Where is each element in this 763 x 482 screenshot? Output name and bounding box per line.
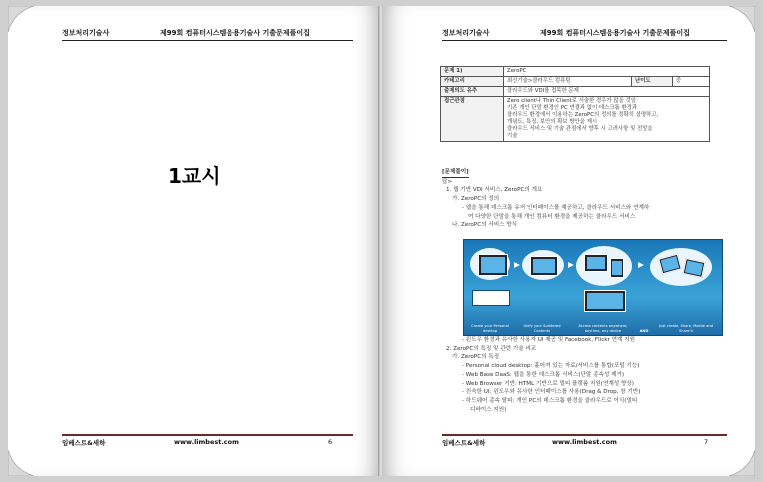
left-page	[8, 6, 380, 476]
desktop-icon	[530, 256, 558, 276]
footer-brand: 임베스트&세하	[62, 439, 106, 447]
header-right-title: 제99회 컴퓨터시스템응용기술사 기출문제풀이집	[160, 29, 310, 37]
answer-line: - 웹을 통해 데스크톱 유저 인터페이스를 제공하고, 클라우드 서비스와 연계하	[462, 204, 650, 211]
intent-label: 출제의도 유추	[441, 87, 504, 97]
footer-rule	[442, 434, 727, 436]
difficulty-value: 중	[673, 77, 710, 87]
header-rule	[442, 40, 727, 41]
answer-line: - 친숙한 UI: 윈도우와 유사한 인터페이스를 사용(Drag & Drop, 창 기반)	[462, 389, 641, 396]
answer-line: 가. ZeroPC의 특징	[452, 354, 500, 361]
monitor-icon	[478, 254, 508, 276]
monitor-icon	[584, 290, 626, 312]
answer-section-2	[442, 336, 722, 414]
problem-label: 문제 1)	[441, 67, 504, 77]
answer-section	[442, 168, 722, 230]
eval-line: 기술	[507, 133, 518, 139]
difficulty-label: 난이도	[632, 77, 673, 87]
header-rule	[62, 40, 353, 41]
page-number: 7	[704, 438, 709, 446]
eval-line: Zero client나 Thin Client로 서술한 경우가 많을 것임	[507, 98, 636, 104]
footer-rule	[62, 434, 353, 436]
answer-line: 여 다양한 단말을 통해 개인 컴퓨터 환경을 제공하는 클라우드 서비스	[468, 213, 636, 220]
answer-line: 답>	[442, 178, 453, 185]
answer-line: 가. ZeroPC의 정의	[452, 196, 500, 203]
logo-strip	[472, 290, 510, 306]
footer-url[interactable]: www.limbest.com	[552, 438, 617, 446]
header-right-title: 제99회 컴퓨터시스템응용기술사 기출문제풀이집	[540, 29, 690, 37]
page-curl-icon[interactable]	[8, 448, 36, 476]
answer-line: - Personal cloud desktop: 흩어져 있는 자료/서비스를 통합(포털 기능)	[462, 363, 640, 370]
header-left-title: 정보처리기술사	[442, 29, 490, 37]
eval-line: 개념도, 특징, 보안의 확보 방안을 제시	[507, 119, 598, 125]
diagram-caption: Just create, Share, Mobile and Share it	[659, 324, 713, 333]
eval-line: 클라우드 서비스 및 기술 관점에서 향후 시 고려사항 및 전망을	[507, 126, 653, 132]
open-book	[8, 6, 755, 476]
answer-line: 나. ZeroPC의 서비스 방식	[452, 222, 518, 229]
answer-title: [문제풀이]	[442, 168, 469, 178]
answer-line: - 하드웨어 종속 탈피: 개인 PC의 데스크톱 환경을 클라우드로 이식(멀티	[462, 397, 638, 404]
eval-value	[504, 97, 710, 142]
phone-icon	[610, 258, 624, 278]
answer-line: 2. ZeroPC의 특징 및 관련 기술 비교	[446, 345, 537, 352]
footer-brand: 임베스트&세하	[442, 439, 486, 447]
laptop-icon	[584, 254, 608, 272]
footer-url[interactable]: www.limbest.com	[174, 438, 239, 446]
diagram-caption: AND	[639, 328, 649, 333]
session-heading: 1교시	[168, 164, 221, 188]
problem-info-table	[440, 66, 710, 142]
answer-line: - Web Base DaaS: 웹을 통한 데스크톱 서비스(단말 종속성 제거)	[462, 371, 625, 378]
arrow-right-icon	[568, 262, 574, 268]
page-curl-icon[interactable]	[727, 448, 755, 476]
page-curl-icon[interactable]	[727, 6, 755, 34]
page-number: 6	[328, 438, 333, 446]
diagram-caption: Create your Personal desktop	[471, 324, 509, 333]
arrow-right-icon	[514, 262, 520, 268]
answer-line: 디바이스 지원)	[470, 406, 507, 413]
answer-line: - 윈도우 환경과 유사한 사용자 UI 제공 및 Facebook, Flickr 연계 지원	[462, 337, 635, 343]
category-label: 카테고리	[441, 77, 504, 87]
diagram-caption: Unify your Scattered Contents	[523, 324, 561, 333]
diagram-caption: Access contents anywhere, anytime, any device	[578, 324, 628, 333]
answer-line: 1. 웹 기반 VDI 서비스, ZeroPC의 개요	[446, 187, 543, 194]
category-value: 최신기술>클라우드 컴퓨팅	[504, 77, 632, 87]
problem-value: ZeroPC	[504, 67, 710, 77]
eval-line: 기존 개인 단말 환경인 PC 연결과 없이 데스크톱 환경과	[507, 105, 638, 111]
intent-value: 클라우드와 VDI를 접목한 문제	[504, 87, 710, 97]
eval-label: 접근관점	[441, 97, 504, 142]
eval-line: 클라우드 환경에서 이용하는 ZeroPC의 정의를 정확히 설명하고,	[507, 112, 659, 118]
right-page	[382, 6, 755, 476]
page-curl-icon[interactable]	[8, 6, 36, 34]
answer-line: - Web Browser 기반: HTML 기반으로 멀티 플랫폼 지원(연계성 향상)	[462, 380, 634, 387]
arrow-right-icon	[638, 262, 644, 268]
header-left-title: 정보처리기술사	[62, 29, 110, 37]
zeropc-service-diagram	[463, 239, 723, 336]
